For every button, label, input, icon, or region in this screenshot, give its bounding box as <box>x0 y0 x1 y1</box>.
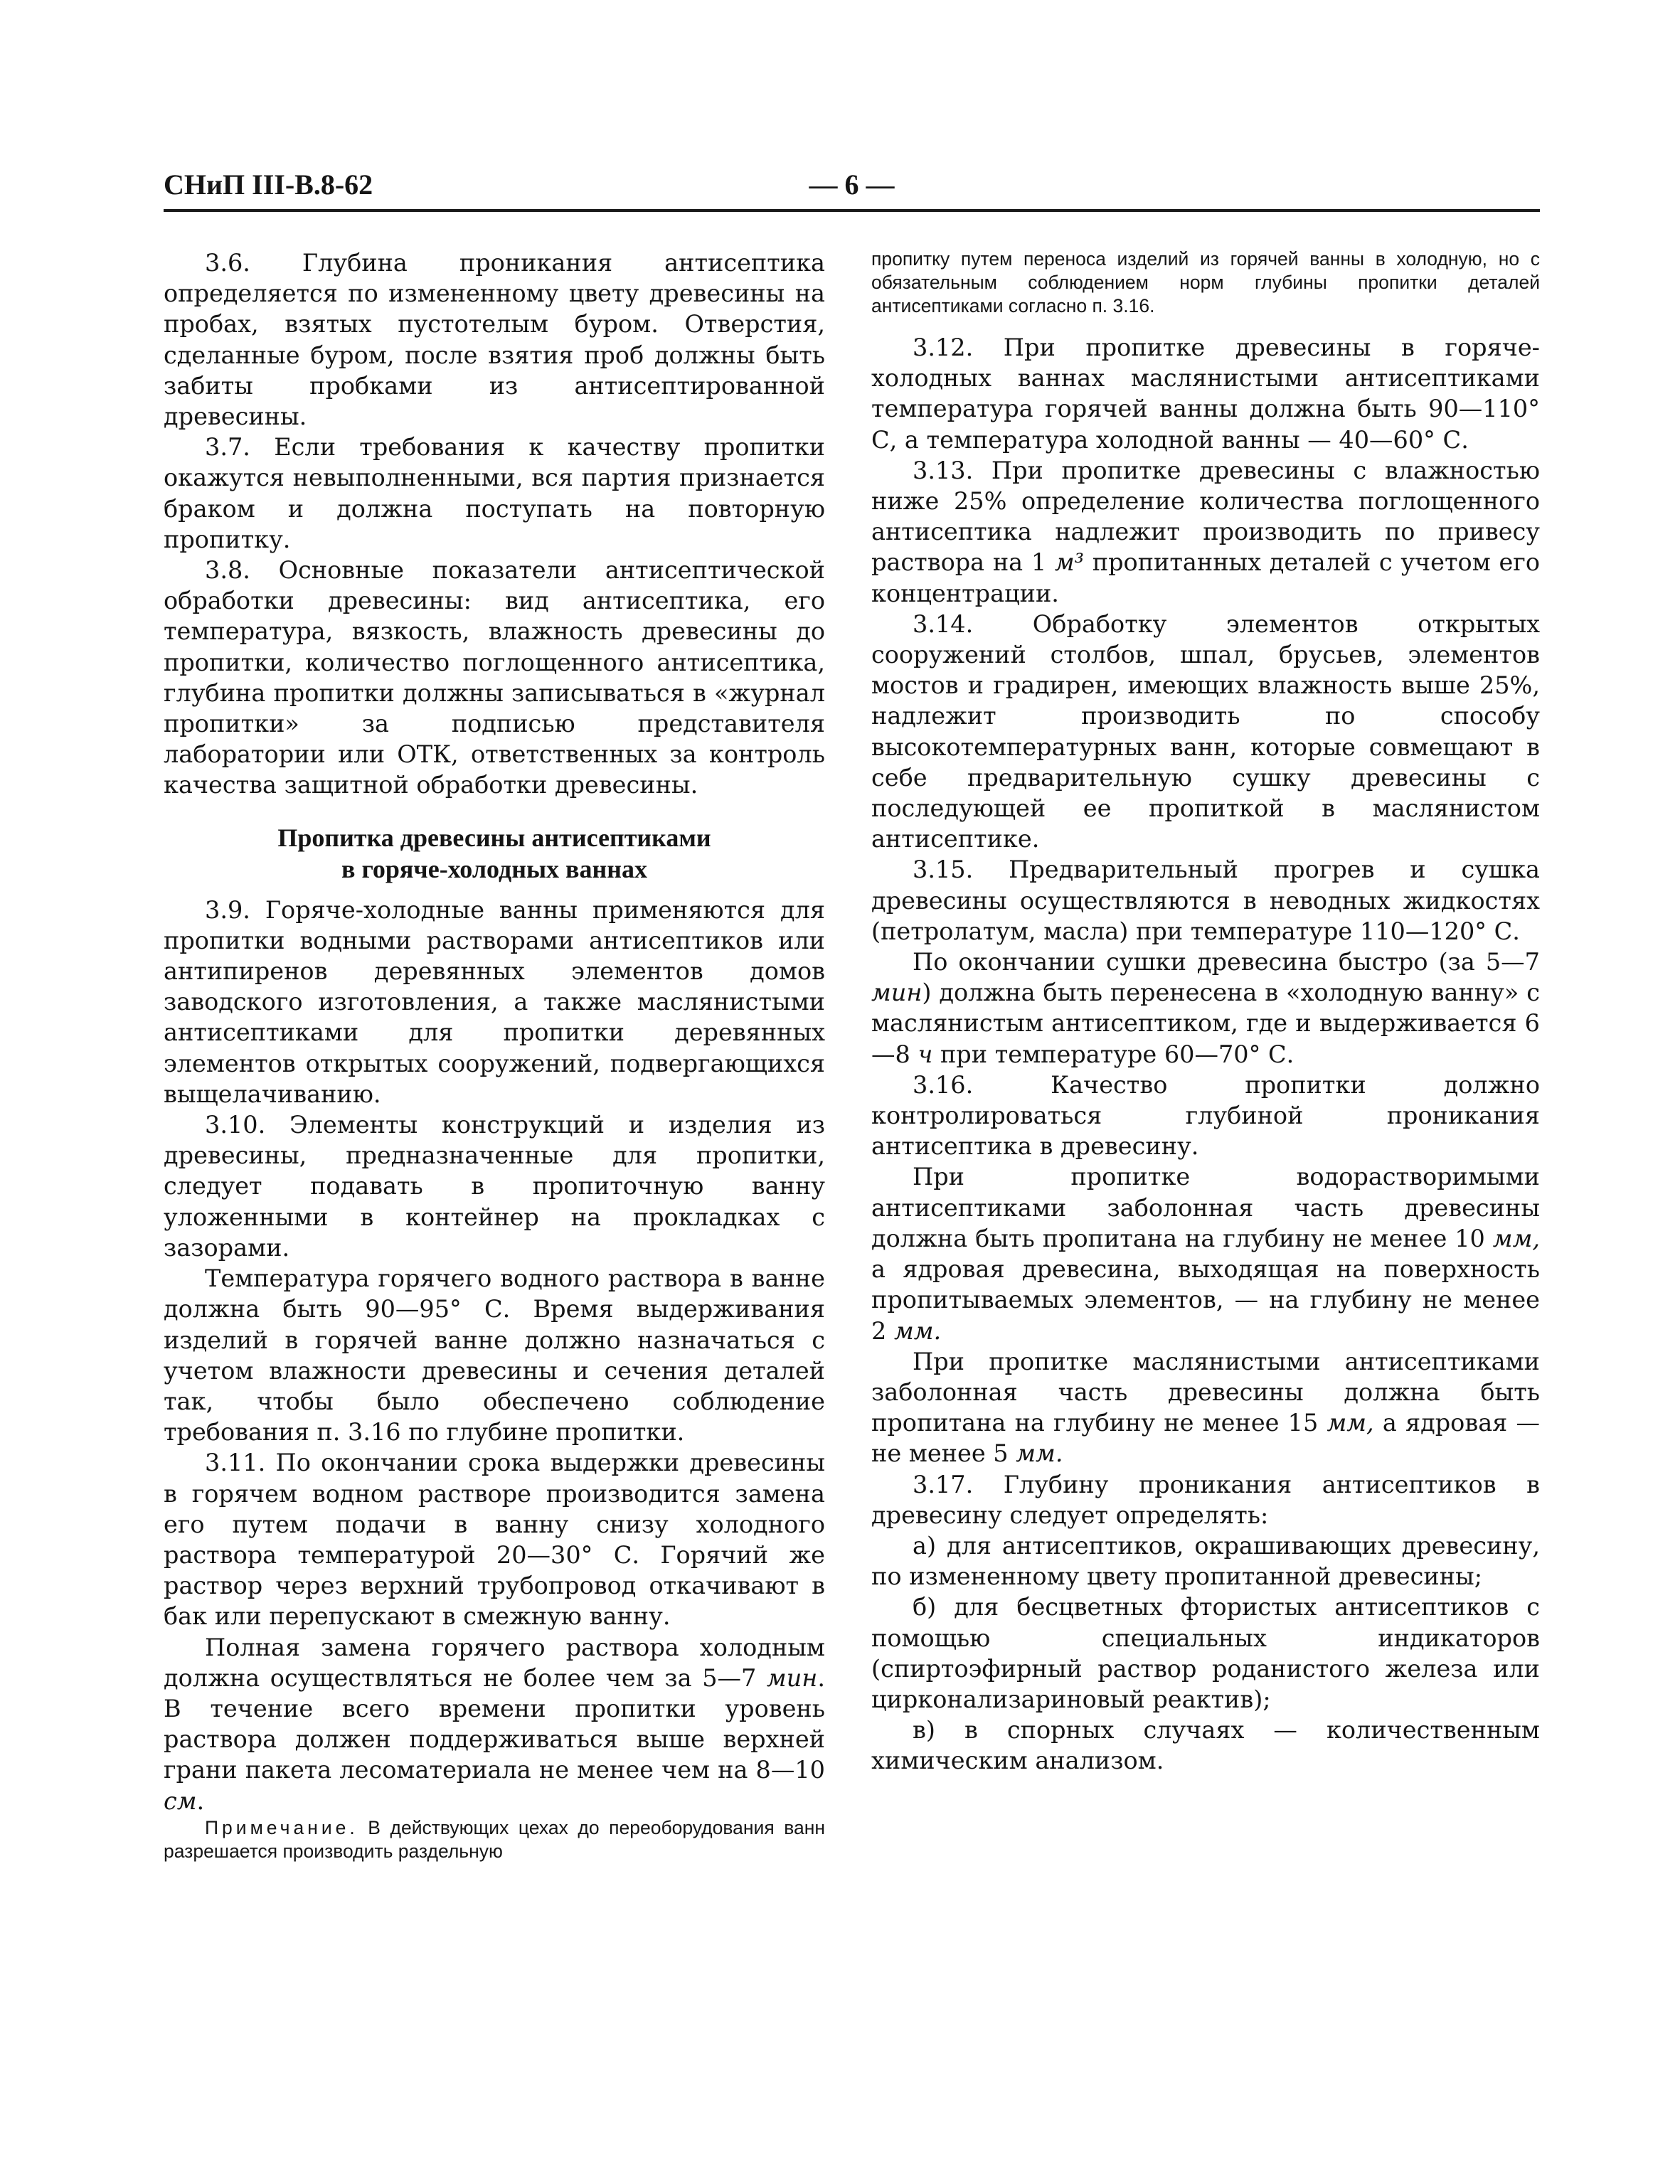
section-heading <box>164 822 825 885</box>
clause-3-17-item-c: в) в спорных случаях — количественным химическим анализом. <box>871 1716 1540 1775</box>
note-label: Примечание. <box>205 1816 358 1838</box>
clause-3-17-item-a: а) для антисептиков, окрашивающих древесину, по измененному цвету пропитанной древесины; <box>871 1531 1540 1591</box>
clause-3-10-temperature: Температура горячего водного раствора в ванне должна быть 90—95° С. Время выдерживания изделий в горячей ванне должно назначаться с учетом влажности древесины и сечения деталей так, чтобы было обеспечено соблюдение требования п. 3.16 по глубине пропитки. <box>164 1264 825 1447</box>
clause-3-16: 3.16. Качество пропитки должно контролироваться глубиной проникания антисептика в древесину. <box>871 1070 1540 1161</box>
clause-3-12: 3.12. При пропитке древесины в горяче-холодных ваннах маслянистыми антисептиками температура горячей ванны должна быть 90—110° С, а температура холодной ванны — 40—60° С. <box>871 334 1540 454</box>
section-heading-line-1: Пропитка древесины антисептиками <box>277 823 711 852</box>
note-text: В действующих цехах до переоборудования ванн разрешается производить раздельную <box>164 1816 825 1862</box>
clause-3-17: 3.17. Глубину проникания антисептиков в древесину следует определять: <box>871 1470 1540 1529</box>
section-heading-line-2: в горяче-холодных ваннах <box>341 854 647 883</box>
clause-3-16-oily: При пропитке маслянистыми антисептиками заболонная часть древесины должна быть пропитана на глубину не менее 15 мм, а ядровая — не менее 5 мм. <box>871 1347 1540 1468</box>
header-rule <box>164 209 1540 212</box>
page-number: — 6 — <box>809 169 895 201</box>
clause-3-17-item-b: б) для бесцветных фтористых антисептиков с помощью специальных индикаторов (спиртоэфирный раствор роданистого железа или цирконализариновый реактив); <box>871 1593 1540 1713</box>
clause-3-13: 3.13. При пропитке древесины с влажностью ниже 25% определение количества поглощенного антисептика надлежит производить по привесу раствора на 1 м³ пропитанных деталей с учетом его концентрации. <box>871 456 1541 607</box>
right-column <box>871 247 1540 1777</box>
clause-3-14: 3.14. Обработку элементов открытых сооружений столбов, шпал, брусьев, элементов мостов и градирен, имеющих влажность выше 25%, надлежит производить по способу высокотемпературных ванн, которые совмещают в себе предварительную сушку древесины с последующей ее пропиткой в маслянистом антисептике. <box>871 609 1540 853</box>
clause-3-11-replacement: Полная замена горячего раствора холодным должна осуществляться не более чем за 5—7 мин. В течение всего времени пропитки уровень раствора должен поддерживаться выше верхней грани пакета лесоматериала не менее чем на 8—10 см. <box>164 1633 825 1815</box>
left-column <box>164 247 825 1863</box>
note <box>164 1816 825 1863</box>
document-code: СНиП III-В.8-62 <box>164 169 373 201</box>
clause-3-7: 3.7. Если требования к качеству пропитки окажутся невыполненными, вся партия признается браком и должна поступать на повторную пропитку. <box>164 433 825 553</box>
clause-3-8: 3.8. Основные показатели антисептической обработки древесины: вид антисептика, его температура, вязкость, влажность древесины до пропитки, количество поглощенного антисептика, глубина пропитки должны записываться в «журнал пропитки» за подписью представителя лаборатории или ОТК, ответственных за контроль качества защитной обработки древесины. <box>164 556 825 799</box>
clause-3-9: 3.9. Горяче-холодные ванны применяются для пропитки водными растворами антисептиков или антипиренов деревянных элементов домов заводского изготовления, а также маслянистыми антисептиками для пропитки деревянных элементов открытых сооружений, подвергающихся выщелачиванию. <box>164 895 825 1108</box>
clause-3-15: 3.15. Предварительный прогрев и сушка древесины осуществляются в неводных жидкостях (петролатум, масла) при температуре 110—120° С. <box>871 856 1540 945</box>
note-continuation: пропитку путем переноса изделий из горячей ванны в холодную, но с обязательным соблюдением норм глубины пропитки деталей антисептиками согласно п. 3.16. <box>871 248 1540 316</box>
clause-3-15-drying: По окончании сушки древесина быстро (за 5—7 мин) должна быть перенесена в «холодную ванну» с маслянистым антисептиком, где и выдерживается 6—8 ч при температуре 60—70° С. <box>871 948 1540 1068</box>
clause-3-16-water-soluble: При пропитке водорастворимыми антисептиками заболонная часть древесины должна быть пропитана на глубину не менее 10 мм, а ядровая древесина, выходящая на поверхность пропитываемых элементов, — на глубину не менее 2 мм. <box>871 1163 1540 1345</box>
clause-3-11: 3.11. По окончании срока выдержки древесины в горячем водном растворе производится замена его путем подачи в ванну снизу холодного раствора температурой 20—30° С. Горячий же раствор через верхний трубопровод откачивают в бак или перепускают в смежную ванну. <box>164 1449 825 1631</box>
clause-3-10: 3.10. Элементы конструкций и изделия из древесины, предназначенные для пропитки, следует подавать в пропиточную ванну уложенными в контейнер на прокладках с зазорами. <box>164 1111 825 1262</box>
page-header <box>164 162 1540 212</box>
clause-3-6: 3.6. Глубина проникания антисептика определяется по измененному цвету древесины на пробах, взятых пустотелым буром. Отверстия, сделанные буром, после взятия проб должны быть забиты пробками из антисептированной древесины. <box>164 249 825 431</box>
